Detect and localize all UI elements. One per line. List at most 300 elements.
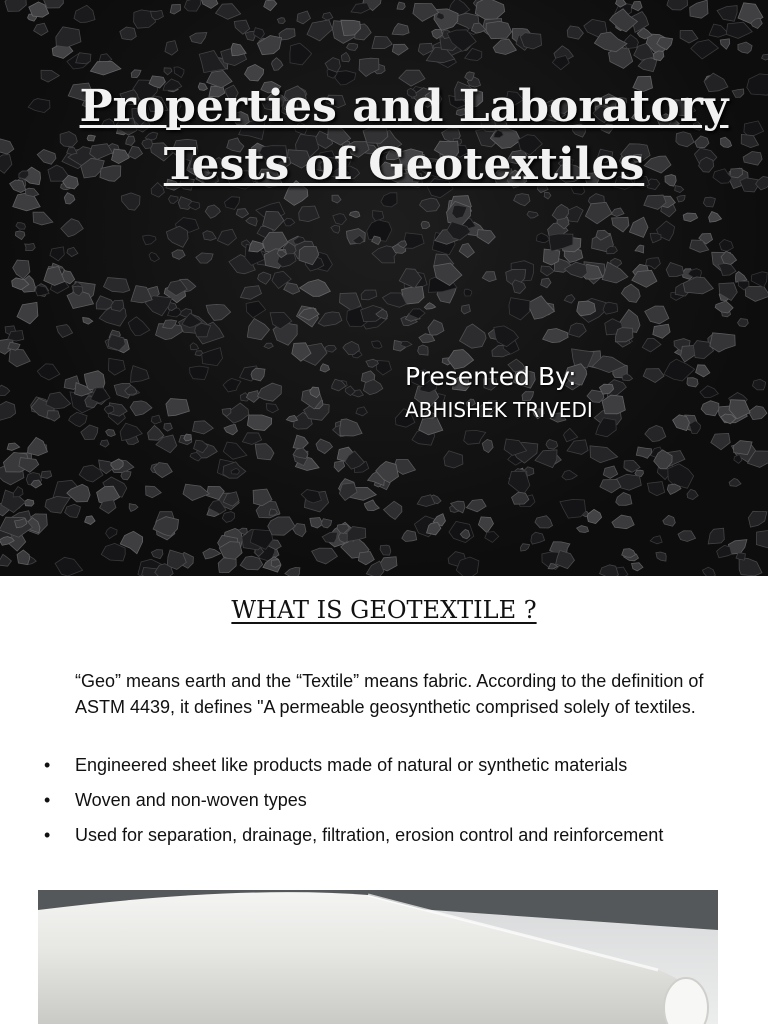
gravel-stone: [482, 440, 493, 453]
gravel-stone: [184, 0, 200, 11]
gravel-stone: [645, 306, 669, 324]
gravel-stone: [272, 58, 283, 71]
gravel-stone: [600, 565, 619, 576]
slide-title: [40, 78, 768, 194]
gravel-stone: [656, 552, 666, 561]
gravel-stone: [711, 433, 730, 449]
gravel-stone: [264, 0, 277, 11]
gravel-stone: [312, 548, 338, 564]
gravel-stone: [44, 0, 64, 8]
gravel-stone: [356, 407, 368, 416]
gravel-stone: [726, 22, 752, 38]
gravel-stone: [527, 296, 554, 319]
gravel-stone: [493, 39, 516, 54]
gravel-stone: [364, 500, 379, 511]
gravel-stone: [164, 423, 173, 431]
gravel-stone: [13, 260, 30, 279]
gravel-stone: [636, 447, 651, 458]
bullet-text: Engineered sheet like products made of natural or synthetic materials: [75, 755, 628, 775]
gravel-stone: [691, 40, 719, 59]
gravel-stone: [635, 245, 644, 253]
gravel-stone: [756, 530, 768, 548]
gravel-stone: [255, 444, 274, 460]
gravel-stone: [0, 402, 16, 421]
gravel-stone: [536, 233, 549, 243]
gravel-stone: [735, 272, 747, 283]
gravel-stone: [16, 223, 26, 230]
gravel-stone: [218, 558, 236, 573]
gravel-stone: [56, 27, 81, 47]
gravel-stone: [151, 415, 161, 424]
slide-heading: WHAT IS GEOTEXTILE ?: [231, 596, 537, 624]
gravel-stone: [193, 421, 214, 434]
gravel-stone: [650, 233, 661, 243]
gravel-stone: [361, 290, 377, 300]
gravel-stone: [300, 280, 331, 297]
gravel-stone: [166, 399, 190, 416]
gravel-stone: [543, 329, 569, 343]
list-item: [44, 787, 744, 813]
gravel-stone: [703, 197, 715, 207]
gravel-stone: [600, 480, 621, 493]
intro-rest: ” means fabric. According to the definition of ASTM 4439, it defines "A permeable geosynthetic comprised solely of textiles.: [75, 671, 704, 717]
gravel-stone: [316, 439, 333, 454]
gravel-stone: [69, 412, 88, 426]
gravel-stone: [266, 404, 278, 413]
gravel-stone: [719, 239, 733, 251]
gravel-stone: [645, 425, 666, 441]
gravel-stone: [717, 545, 732, 557]
gravel-stone: [74, 5, 95, 22]
gravel-stone: [293, 435, 308, 449]
geotextile-roll-image: [38, 890, 718, 1024]
gravel-stone: [183, 484, 209, 500]
gravel-stone: [397, 2, 405, 9]
gravel-stone: [587, 509, 601, 523]
gravel-stone: [629, 217, 648, 237]
presented-by-label: Presented By:: [405, 362, 577, 391]
gravel-stone: [647, 482, 664, 496]
gravel-stone: [310, 518, 323, 529]
gravel-stone: [223, 442, 247, 459]
gravel-stone: [37, 364, 60, 380]
gravel-stone: [708, 528, 724, 544]
gravel-stone: [738, 319, 749, 327]
gravel-stone: [380, 545, 391, 555]
gravel-stone: [749, 406, 767, 420]
gravel-stone: [321, 519, 331, 528]
gravel-stone: [128, 317, 150, 336]
gravel-stone: [341, 52, 350, 61]
gravel-stone: [421, 221, 430, 228]
gravel-stone: [299, 206, 320, 222]
gravel-stone: [514, 194, 530, 206]
gravel-stone: [667, 0, 688, 10]
gravel-stone: [535, 450, 557, 468]
gravel-stone: [154, 463, 173, 478]
gravel-stone: [552, 56, 569, 70]
gravel-stone: [718, 263, 736, 276]
gravel-stone: [349, 211, 360, 217]
gravel-stone: [603, 302, 618, 314]
gravel-stone: [122, 193, 141, 210]
gravel-stone: [108, 358, 125, 375]
gravel-stone: [258, 272, 271, 284]
gravel-stone: [762, 54, 768, 60]
intro-geo: Geo: [81, 671, 116, 691]
gravel-stone: [420, 198, 440, 211]
gravel-stone: [55, 557, 83, 576]
gravel-stone: [24, 499, 34, 506]
gravel-stone: [17, 302, 38, 324]
gravel-stone: [130, 401, 152, 416]
gravel-stone: [164, 68, 172, 75]
gravel-stone: [478, 517, 493, 533]
gravel-stone: [120, 423, 142, 441]
gravel-stone: [612, 515, 634, 529]
gravel-stone: [666, 263, 684, 277]
gravel-stone: [621, 284, 640, 302]
gravel-stone: [223, 378, 241, 392]
gravel-stone: [36, 285, 50, 295]
gravel-stone: [254, 28, 265, 39]
gravel-stone: [632, 1, 643, 10]
gravel-stone: [13, 487, 23, 497]
gravel-stone: [217, 229, 236, 245]
gravel-stone: [33, 212, 53, 225]
gravel-stone: [206, 304, 231, 320]
gravel-stone: [372, 341, 382, 349]
gravel-stone: [683, 213, 697, 222]
gravel-stone: [577, 526, 589, 533]
gravel-stone: [47, 411, 60, 422]
gravel-stone: [15, 231, 25, 240]
gravel-stone: [236, 209, 248, 218]
gravel-stone: [165, 41, 178, 56]
gravel-stone: [121, 471, 131, 480]
title-line-2: Tests of Geotextiles: [163, 139, 645, 190]
gravel-stone: [602, 395, 625, 414]
presenter-block: [405, 360, 593, 426]
gravel-stone: [642, 338, 661, 352]
gravel-stone: [751, 272, 767, 288]
gravel-stone: [673, 415, 690, 431]
gravel-stone: [384, 501, 402, 519]
gravel-stone: [0, 554, 11, 566]
gravel-stone: [643, 369, 664, 383]
gravel-stone: [224, 197, 239, 210]
gravel-stone: [249, 241, 264, 252]
gravel-stone: [715, 301, 733, 313]
gravel-stone: [284, 218, 295, 226]
gravel-stone: [277, 18, 285, 24]
gravel-stone: [172, 250, 185, 260]
gravel-stone: [683, 277, 713, 294]
gravel-stone: [567, 440, 588, 455]
gravel-stone: [104, 278, 130, 293]
gravel-stone: [64, 193, 75, 204]
gravel-stone: [585, 202, 612, 224]
gravel-stone: [143, 235, 156, 245]
gravel-stone: [25, 188, 39, 196]
intro-textile: Textile: [302, 671, 354, 691]
gravel-stone: [333, 214, 347, 225]
gravel-stone: [531, 532, 545, 544]
gravel-stone: [687, 378, 698, 387]
gravel-stone: [696, 365, 710, 377]
gravel-stone: [224, 424, 238, 435]
gravel-stone: [347, 43, 358, 50]
gravel-stone: [745, 286, 768, 301]
gravel-stone: [120, 27, 137, 40]
gravel-stone: [508, 471, 530, 495]
gravel-stone: [307, 20, 333, 41]
gravel-stone: [753, 379, 766, 390]
gravel-stone: [106, 527, 118, 538]
gravel-stone: [738, 42, 752, 53]
gravel-stone: [359, 58, 379, 76]
gravel-stone: [475, 0, 504, 19]
gravel-stone: [323, 13, 333, 21]
gravel-stone: [358, 552, 374, 565]
bullet-icon: •: [44, 790, 51, 810]
gravel-stone: [247, 415, 271, 430]
gravel-stone: [612, 217, 629, 232]
gravel-stone: [701, 401, 719, 416]
gravel-stone: [25, 243, 36, 250]
gravel-stone: [650, 536, 662, 544]
title-line-1: Properties and Laboratory: [79, 81, 729, 132]
intro-open-quote: “: [75, 671, 81, 691]
gravel-stone: [0, 155, 12, 174]
gravel-stone: [334, 461, 345, 472]
gravel-stone: [50, 247, 64, 261]
gravel-stone: [569, 323, 587, 337]
gravel-stone: [392, 24, 409, 36]
gravel-stone: [748, 511, 767, 527]
gravel-stone: [527, 211, 538, 218]
gravel-stone: [646, 258, 661, 269]
gravel-stone: [622, 374, 632, 381]
gravel-stone: [700, 386, 719, 398]
gravel-stone: [90, 62, 121, 76]
gravel-stone: [710, 333, 735, 352]
gravel-stone: [632, 563, 644, 571]
bullet-icon: •: [44, 755, 51, 775]
gravel-stone: [264, 343, 273, 349]
gravel-stone: [372, 36, 392, 48]
gravel-stone: [331, 225, 340, 233]
gravel-stone: [85, 516, 96, 525]
gravel-stone: [301, 490, 321, 503]
gravel-stone: [222, 512, 234, 523]
gravel-stone: [464, 430, 486, 444]
gravel-stone: [9, 349, 30, 367]
gravel-stone: [512, 492, 529, 504]
gravel-stone: [729, 478, 741, 486]
gravel-stone: [100, 440, 109, 447]
gravel-stone: [739, 558, 762, 576]
gravel-stone: [509, 298, 530, 320]
gravel-stone: [709, 212, 722, 223]
gravel-stone: [449, 522, 474, 543]
gravel-stone: [34, 23, 48, 35]
gravel-stone: [190, 343, 199, 350]
gravel-stone: [541, 278, 551, 288]
gravel-stone: [148, 425, 164, 440]
gravel-stone: [268, 517, 295, 535]
gravel-stone: [129, 504, 138, 512]
gravel-stone: [603, 466, 617, 478]
gravel-stone: [512, 280, 525, 294]
gravel-stone: [460, 324, 487, 348]
gravel-stone: [83, 318, 93, 325]
gravel-stone: [257, 383, 281, 401]
gravel-stone: [562, 470, 577, 480]
gravel-stone: [7, 443, 20, 450]
gravel-stone: [677, 196, 685, 203]
gravel-stone: [459, 243, 474, 257]
gravel-stone: [101, 543, 125, 561]
gravel-stone: [535, 516, 553, 528]
gravel-stone: [81, 425, 98, 440]
gravel-stone: [564, 428, 578, 441]
gravel-stone: [284, 283, 300, 295]
bullet-icon: •: [44, 825, 51, 845]
gravel-stone: [428, 320, 444, 336]
gravel-stone: [149, 252, 159, 261]
gravel-stone: [151, 550, 163, 559]
gravel-stone: [340, 419, 362, 436]
bullet-text: Used for separation, drainage, filtration, erosion control and reinforcement: [75, 825, 664, 845]
gravel-stone: [106, 429, 116, 436]
list-item: [44, 752, 744, 778]
list-item: [44, 822, 744, 848]
gravel-stone: [0, 385, 10, 395]
gravel-stone: [610, 9, 638, 32]
gravel-stone: [351, 3, 370, 13]
gravel-stone: [560, 499, 586, 518]
gravel-stone: [464, 289, 472, 296]
gravel-stone: [203, 231, 217, 241]
intro-paragraph: [75, 668, 735, 720]
gravel-stone: [67, 247, 78, 256]
gravel-stone: [200, 0, 218, 8]
gravel-stone: [720, 39, 730, 50]
gravel-stone: [418, 345, 429, 355]
gravel-stone: [174, 67, 184, 78]
gravel-stone: [392, 44, 408, 55]
gravel-stone: [190, 366, 209, 379]
gravel-stone: [567, 26, 583, 39]
gravel-stone: [678, 531, 696, 542]
gravel-stone: [205, 205, 220, 218]
gravel-stone: [169, 196, 179, 204]
gravel-stone: [46, 392, 71, 409]
bullet-text: Woven and non-woven types: [75, 790, 307, 810]
gravel-stone: [381, 193, 397, 207]
definition-slide: [0, 576, 768, 1024]
gravel-stone: [709, 24, 728, 37]
gravel-stone: [653, 324, 670, 338]
gravel-stone: [717, 6, 737, 22]
gravel-stone: [242, 433, 261, 445]
gravel-stone: [202, 348, 223, 366]
gravel-stone: [325, 345, 336, 352]
gravel-stone: [736, 553, 745, 560]
gravel-stone: [623, 35, 638, 49]
gravel-stone: [0, 139, 14, 154]
gravel-stone: [111, 300, 124, 311]
geotextile-roll-drawing: [38, 890, 718, 1024]
gravel-stone: [190, 33, 207, 44]
gravel-stone: [482, 272, 496, 282]
gravel-stone: [541, 266, 555, 276]
gravel-stone: [196, 253, 213, 263]
gravel-stone: [28, 437, 48, 455]
gravel-stone: [485, 532, 499, 543]
gravel-stone: [616, 493, 632, 506]
gravel-stone: [607, 247, 618, 254]
gravel-stone: [131, 366, 150, 383]
gravel-stone: [667, 484, 681, 494]
bullet-list: [44, 752, 744, 857]
gravel-stone: [216, 4, 241, 20]
gravel-stone: [146, 486, 162, 498]
gravel-stone: [240, 556, 263, 570]
gravel-stone: [170, 4, 180, 14]
gravel-stone: [590, 446, 618, 463]
gravel-stone: [461, 305, 470, 314]
gravel-stone: [322, 532, 337, 543]
gravel-stone: [680, 30, 698, 43]
gravel-stone: [61, 219, 84, 237]
gravel-stone: [286, 415, 297, 421]
gravel-stone: [246, 217, 258, 226]
gravel-stone: [41, 471, 52, 479]
gravel-stone: [290, 43, 312, 65]
gravel-stone: [402, 530, 417, 541]
gravel-stone: [687, 489, 698, 499]
gravel-stone: [521, 544, 530, 551]
gravel-stone: [477, 230, 495, 244]
gravel-stone: [17, 550, 30, 565]
gravel-stone: [5, 0, 26, 11]
gravel-stone: [486, 21, 512, 38]
gravel-stone: [247, 319, 269, 340]
gravel-stone: [297, 11, 311, 24]
gravel-stone: [166, 226, 188, 247]
gravel-stone: [424, 303, 435, 310]
gravel-stone: [703, 567, 716, 576]
presenter-name: ABHISHEK TRIVEDI: [405, 398, 593, 422]
intro-mid: ” means earth and the “: [115, 671, 303, 691]
gravel-stone: [663, 515, 676, 526]
gravel-stone: [444, 451, 463, 468]
gravel-stone: [564, 295, 575, 304]
gravel-stone: [203, 549, 221, 559]
gravel-stone: [246, 301, 266, 318]
gravel-stone: [231, 43, 246, 55]
gravel-stone: [65, 504, 81, 517]
gravel-stone: [690, 0, 708, 18]
gravel-stone: [285, 568, 300, 577]
gravel-stone: [332, 195, 341, 203]
gravel-stone: [57, 325, 73, 338]
gravel-stone: [318, 312, 342, 326]
gravel-stone: [376, 361, 391, 376]
gravel-stone: [240, 286, 261, 300]
